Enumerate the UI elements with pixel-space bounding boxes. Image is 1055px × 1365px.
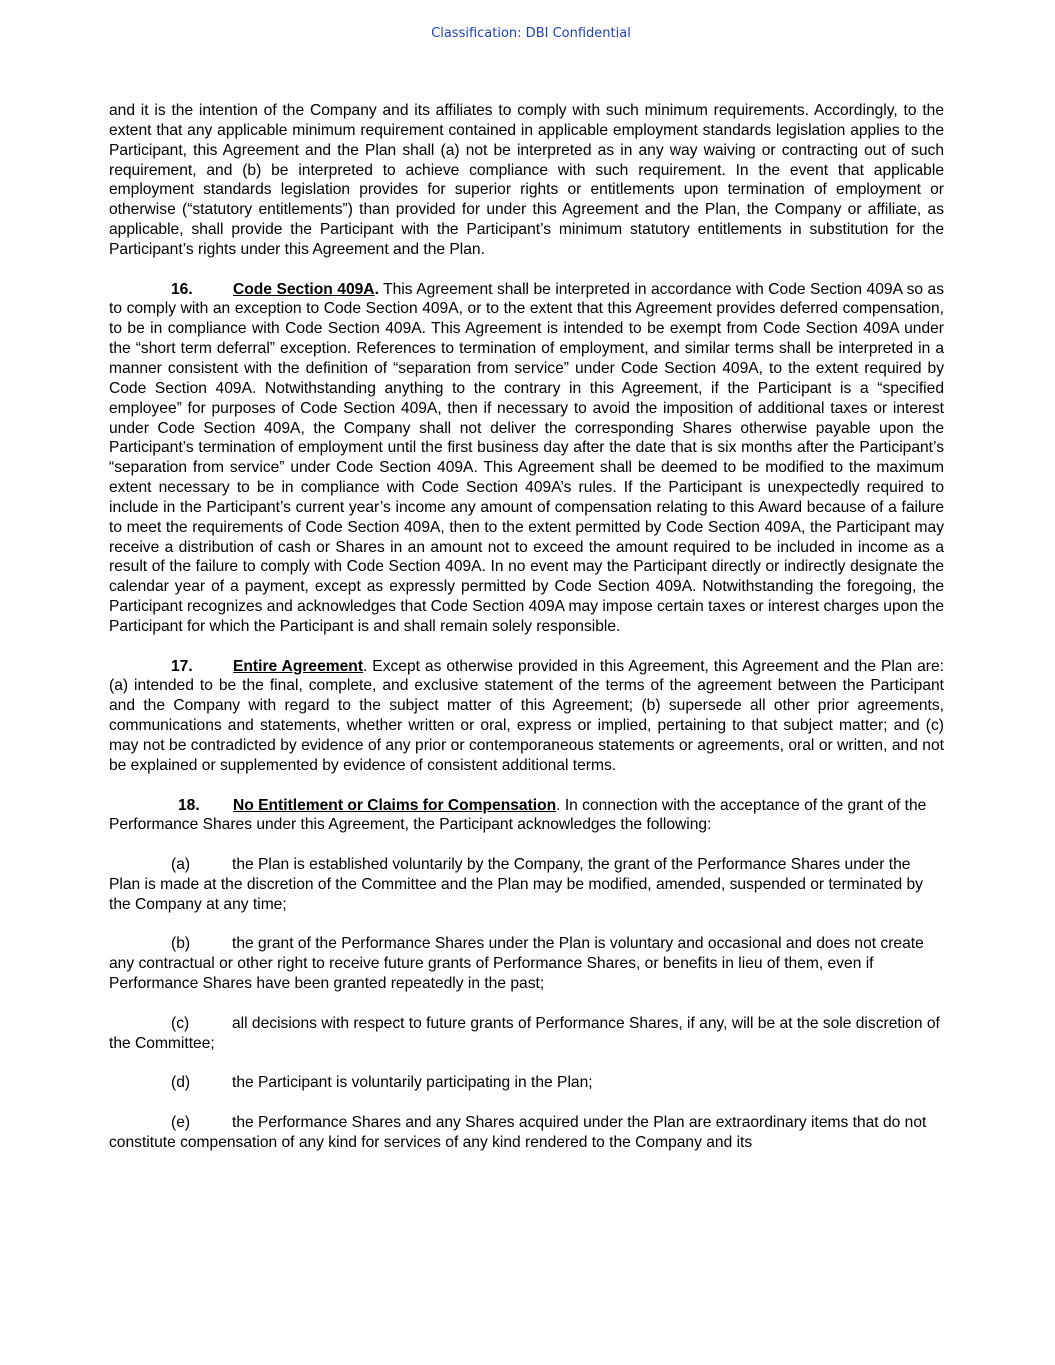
subsection-b-text: the grant of the Performance Shares under the Plan is voluntary and occasional and does not create any contractual or other right to receive future grants of Performance Shares, or benefits in lieu of them, even if Performance Shares have been granted repeatedly in the past;	[109, 935, 924, 993]
subsection-b-label: (b)	[171, 935, 191, 953]
document-body	[109, 101, 944, 1173]
section-16-heading: Code Section 409A	[233, 280, 375, 298]
section-18-heading: No Entitlement or Claims for Compensation	[233, 796, 557, 814]
section-17-number: 17.	[171, 657, 193, 675]
section-17	[109, 657, 944, 776]
section-17-heading: Entire Agreement	[233, 657, 364, 675]
subsection-c	[109, 1014, 944, 1054]
subsection-a-text: the Plan is established voluntarily by the Company, the grant of the Performance Shares under the Plan is made at the discretion of the Committee and the Plan may be modified, amended, suspended or terminated by the Company at any time;	[109, 856, 923, 913]
section-16-body: This Agreement shall be interpreted in accordance with Code Section 409A so as to comply with an exception to Code Section 409A, or to the extent that this Agreement provides deferred compensation, to be in compliance with Code Section 409A. This Agreement is intended to be exempt from Code Section 409A under the “short term deferral” exception. References to termination of employment, and similar terms shall be interpreted in a manner consistent with the definition of “separation from service” under Code Section 409A, to the extent required by Code Section 409A. Notwithstanding anything to the contrary in this Agreement, if the Participant is a “specified employee” for purposes of Code Section 409A, then if necessary to avoid the imposition of additional taxes or interest under Code Section 409A, the Company shall not deliver the corresponding Shares otherwise payable upon the Participant’s termination of employment until the first business day after the date that is six months after the Participant’s “separation from service” under Code Section 409A. This Agreement shall be deemed to be modified to the maximum extent necessary to be in compliance with Code Section 409A’s rules. If the Participant is unexpectedly required to include in the Participant’s current year’s income any amount of compensation relating to this Award because of a failure to meet the requirements of Code Section 409A, then to the extent permitted by Code Section 409A, the Participant may receive a distribution of cash or Shares in an amount not to exceed the amount required to be included in income as a result of the failure to comply with Code Section 409A. In no event may the Participant directly or indirectly designate the calendar year of a payment, except as expressly permitted by Code Section 409A. Notwithstanding the foregoing, the Participant recognizes and acknowledges that Code Section 409A may impose certain taxes or interest charges upon the Participant for which the Participant is and shall remain solely responsible.	[109, 280, 945, 635]
section-16-heading-period: .	[374, 280, 379, 298]
section-17-body: . Except as otherwise provided in this Agreement, this Agreement and the Plan are: (a) intended to be the final, complete, and exclusive statement of the terms of the agreement between the Participant and the Company with regard to the subject matter of this Agreement; (b) supersede all other prior agreements, communications and statements, whether written or oral, express or implied, pertaining to that subject matter; and (c) may not be contradicted by evidence of any prior or contemporaneous statements or agreements, oral or written, and not be explained or supplemented by evidence of consistent additional terms.	[109, 657, 945, 774]
subsection-d-text: the Participant is voluntarily participating in the Plan;	[232, 1074, 593, 1092]
section-18-body: . In connection with the acceptance of the grant of the Performance Shares under this Agreement, the Participant acknowledges the following:	[109, 796, 927, 834]
subsection-c-text: all decisions with respect to future grants of Performance Shares, if any, will be at the sole discretion of the Committee;	[109, 1014, 940, 1052]
section-18-number: 18.	[178, 796, 200, 814]
intro-paragraph: and it is the intention of the Company and its affiliates to comply with such minimum requirements. Accordingly, to the extent that any applicable minimum requirement contained in applicable employment standards legislation applies to the Participant, this Agreement and the Plan shall (a) not be interpreted as in any way waiving or contracting out of such requirement, and (b) be interpreted to achieve compliance with such requirement. In the event that applicable employment standards legislation provides for superior rights or entitlements upon termination of employment or otherwise (“statutory entitlements”) than provided for under this Agreement and the Plan, the Company or affiliate, as applicable, shall provide the Participant with the Participant’s minimum statutory entitlements in substitution for the Participant’s rights under this Agreement and the Plan.	[109, 102, 944, 258]
subsection-e-label: (e)	[171, 1114, 191, 1132]
classification-header: Classification: DBI Confidential	[431, 26, 631, 41]
subsection-d-label: (d)	[171, 1074, 191, 1092]
subsection-e	[109, 1113, 944, 1153]
section-16	[109, 280, 944, 637]
subsection-b	[109, 934, 944, 994]
section-16-number: 16.	[171, 280, 193, 298]
subsection-c-label: (c)	[171, 1014, 190, 1032]
subsection-d	[109, 1073, 944, 1093]
subsection-e-text: the Performance Shares and any Shares acquired under the Plan are extraordinary items that do not constitute compensation of any kind for services of any kind rendered to the Company and its	[109, 1114, 927, 1151]
subsection-a-label: (a)	[171, 856, 191, 874]
subsection-a	[109, 855, 944, 915]
section-18	[109, 796, 944, 836]
